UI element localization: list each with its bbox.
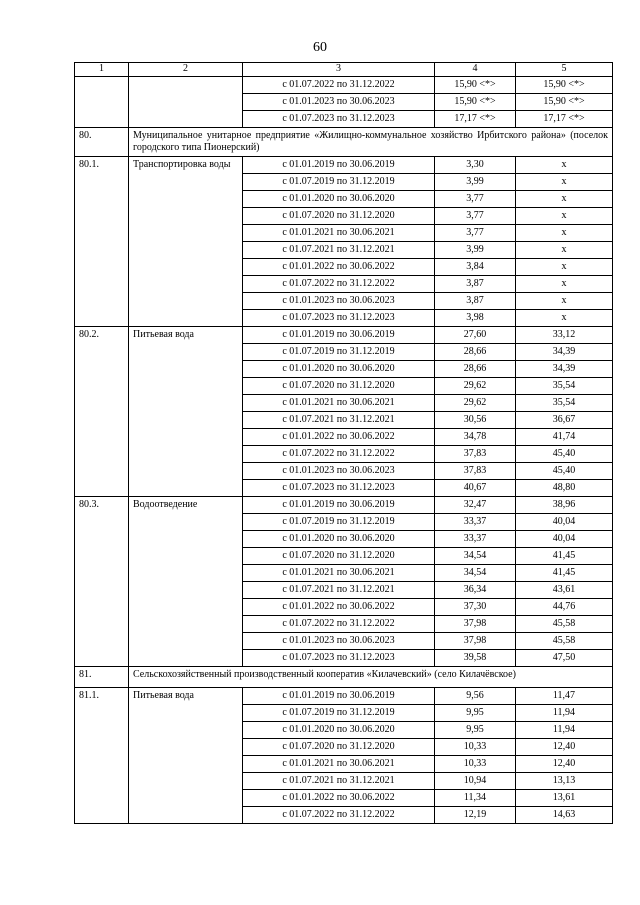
value-col5-cell: 48,80 [516,480,613,497]
period-cell: с 01.07.2019 по 31.12.2019 [243,174,435,191]
period-cell: с 01.01.2022 по 30.06.2022 [243,429,435,446]
period-cell: с 01.01.2021 по 30.06.2021 [243,756,435,773]
value-col5-cell: x [516,242,613,259]
value-col5-cell: 17,17 <*> [516,111,613,128]
value-col4-cell: 33,37 [435,514,516,531]
table-row [75,688,613,705]
value-col4-cell: 11,34 [435,790,516,807]
value-col5-cell: 12,40 [516,739,613,756]
header-col-5: 5 [516,63,613,77]
organization-number: 80. [75,128,129,157]
period-cell: с 01.01.2020 по 30.06.2020 [243,191,435,208]
value-col4-cell: 3,84 [435,259,516,276]
period-cell: с 01.07.2021 по 31.12.2021 [243,412,435,429]
period-cell: с 01.07.2019 по 31.12.2019 [243,514,435,531]
table-row [75,157,613,174]
value-col4-cell: 3,98 [435,310,516,327]
value-col4-cell: 34,54 [435,565,516,582]
value-col5-cell: 12,40 [516,756,613,773]
period-cell: с 01.01.2020 по 30.06.2020 [243,531,435,548]
value-col4-cell: 3,30 [435,157,516,174]
service-name: Питьевая вода [129,688,243,824]
value-col5-cell: 34,39 [516,344,613,361]
number-cell [75,77,129,128]
period-cell: с 01.01.2020 по 30.06.2020 [243,722,435,739]
value-col5-cell: 15,90 <*> [516,94,613,111]
value-col5-cell: 44,76 [516,599,613,616]
service-name: Питьевая вода [129,327,243,497]
value-col5-cell: 13,13 [516,773,613,790]
value-col4-cell: 36,34 [435,582,516,599]
organization-number: 81. [75,667,129,688]
period-cell: с 01.07.2023 по 31.12.2023 [243,480,435,497]
value-col4-cell: 15,90 <*> [435,94,516,111]
value-col5-cell: 15,90 <*> [516,77,613,94]
period-cell: с 01.01.2021 по 30.06.2021 [243,225,435,242]
value-col5-cell: 45,40 [516,463,613,480]
period-cell: с 01.07.2020 по 31.12.2020 [243,739,435,756]
value-col4-cell: 9,95 [435,705,516,722]
period-cell: с 01.07.2021 по 31.12.2021 [243,242,435,259]
value-col4-cell: 37,30 [435,599,516,616]
header-row [75,63,613,77]
value-col4-cell: 37,83 [435,463,516,480]
period-cell: с 01.07.2021 по 31.12.2021 [243,773,435,790]
period-cell: с 01.01.2021 по 30.06.2021 [243,565,435,582]
value-col4-cell: 3,87 [435,293,516,310]
value-col5-cell: 41,45 [516,548,613,565]
value-col5-cell: x [516,276,613,293]
period-cell: с 01.07.2020 по 31.12.2020 [243,208,435,225]
period-cell: с 01.07.2020 по 31.12.2020 [243,378,435,395]
header-col-3: 3 [243,63,435,77]
period-cell: с 01.01.2019 по 30.06.2019 [243,497,435,514]
value-col5-cell: 47,50 [516,650,613,667]
value-col5-cell: x [516,310,613,327]
section-number: 81.1. [75,688,129,824]
value-col5-cell: x [516,174,613,191]
period-cell: с 01.07.2020 по 31.12.2020 [243,548,435,565]
value-col5-cell: x [516,225,613,242]
value-col5-cell: 40,04 [516,531,613,548]
value-col4-cell: 34,54 [435,548,516,565]
table-row [75,327,613,344]
period-cell: с 01.07.2022 по 31.12.2022 [243,446,435,463]
value-col5-cell: x [516,259,613,276]
value-col4-cell: 39,58 [435,650,516,667]
value-col4-cell: 29,62 [435,378,516,395]
period-cell: с 01.07.2022 по 31.12.2022 [243,276,435,293]
table-row [75,497,613,514]
value-col4-cell: 28,66 [435,361,516,378]
period-cell: с 01.01.2020 по 30.06.2020 [243,361,435,378]
section-number: 80.3. [75,497,129,667]
table-row [75,77,613,94]
section-number: 80.2. [75,327,129,497]
value-col5-cell: 35,54 [516,395,613,412]
value-col4-cell: 3,77 [435,208,516,225]
page-number: 60 [313,40,327,55]
value-col5-cell: 11,94 [516,705,613,722]
tariff-table [74,62,613,824]
value-col4-cell: 29,62 [435,395,516,412]
value-col5-cell: 36,67 [516,412,613,429]
value-col4-cell: 37,98 [435,633,516,650]
organization-row [75,667,613,688]
value-col4-cell: 3,99 [435,242,516,259]
period-cell: с 01.01.2019 по 30.06.2019 [243,688,435,705]
value-col4-cell: 33,37 [435,531,516,548]
service-name: Транспортировка воды [129,157,243,327]
period-cell: с 01.01.2022 по 30.06.2022 [243,259,435,276]
value-col5-cell: 11,94 [516,722,613,739]
value-col5-cell: 45,58 [516,616,613,633]
value-col4-cell: 30,56 [435,412,516,429]
value-col5-cell: 35,54 [516,378,613,395]
value-col5-cell: 13,61 [516,790,613,807]
value-col4-cell: 27,60 [435,327,516,344]
value-col4-cell: 3,77 [435,191,516,208]
section-number: 80.1. [75,157,129,327]
period-cell: с 01.01.2019 по 30.06.2019 [243,157,435,174]
value-col5-cell: x [516,293,613,310]
organization-row [75,128,613,157]
value-col5-cell: 41,45 [516,565,613,582]
period-cell: с 01.01.2022 по 30.06.2022 [243,599,435,616]
value-col5-cell: 45,58 [516,633,613,650]
value-col5-cell: x [516,157,613,174]
value-col5-cell: x [516,208,613,225]
period-cell: с 01.01.2021 по 30.06.2021 [243,395,435,412]
period-cell: с 01.07.2022 по 31.12.2022 [243,807,435,824]
period-cell: с 01.01.2023 по 30.06.2023 [243,463,435,480]
period-cell: с 01.01.2023 по 30.06.2023 [243,94,435,111]
period-cell: с 01.07.2023 по 31.12.2023 [243,111,435,128]
value-col4-cell: 3,77 [435,225,516,242]
value-col4-cell: 15,90 <*> [435,77,516,94]
value-col4-cell: 12,19 [435,807,516,824]
value-col4-cell: 40,67 [435,480,516,497]
table-body [75,63,613,824]
value-col5-cell: 38,96 [516,497,613,514]
period-cell: с 01.01.2023 по 30.06.2023 [243,633,435,650]
value-col4-cell: 34,78 [435,429,516,446]
period-cell: с 01.01.2019 по 30.06.2019 [243,327,435,344]
value-col5-cell: 40,04 [516,514,613,531]
value-col4-cell: 32,47 [435,497,516,514]
value-col5-cell: 45,40 [516,446,613,463]
value-col5-cell: 14,63 [516,807,613,824]
service-cell [129,77,243,128]
period-cell: с 01.07.2023 по 31.12.2023 [243,310,435,327]
value-col4-cell: 10,33 [435,756,516,773]
organization-name: Муниципальное унитарное предприятие «Жилищно-коммунальное хозяйство Ирбитского района» (поселок городского типа Пионерский) [129,128,613,157]
organization-name: Сельскохозяйственный производственный кооператив «Килачевский» (село Килачёвское) [129,667,613,688]
value-col4-cell: 17,17 <*> [435,111,516,128]
header-col-4: 4 [435,63,516,77]
value-col5-cell: 34,39 [516,361,613,378]
period-cell: с 01.07.2022 по 31.12.2022 [243,77,435,94]
value-col4-cell: 9,95 [435,722,516,739]
value-col4-cell: 9,56 [435,688,516,705]
value-col5-cell: 11,47 [516,688,613,705]
period-cell: с 01.07.2019 по 31.12.2019 [243,705,435,722]
service-name: Водоотведение [129,497,243,667]
value-col4-cell: 10,33 [435,739,516,756]
period-cell: с 01.01.2023 по 30.06.2023 [243,293,435,310]
value-col5-cell: x [516,191,613,208]
period-cell: с 01.01.2022 по 30.06.2022 [243,790,435,807]
value-col4-cell: 37,83 [435,446,516,463]
header-col-2: 2 [129,63,243,77]
period-cell: с 01.07.2021 по 31.12.2021 [243,582,435,599]
header-col-1: 1 [75,63,129,77]
period-cell: с 01.07.2023 по 31.12.2023 [243,650,435,667]
period-cell: с 01.07.2022 по 31.12.2022 [243,616,435,633]
value-col5-cell: 41,74 [516,429,613,446]
value-col4-cell: 37,98 [435,616,516,633]
value-col4-cell: 3,99 [435,174,516,191]
period-cell: с 01.07.2019 по 31.12.2019 [243,344,435,361]
value-col4-cell: 3,87 [435,276,516,293]
value-col5-cell: 43,61 [516,582,613,599]
value-col4-cell: 10,94 [435,773,516,790]
value-col5-cell: 33,12 [516,327,613,344]
value-col4-cell: 28,66 [435,344,516,361]
